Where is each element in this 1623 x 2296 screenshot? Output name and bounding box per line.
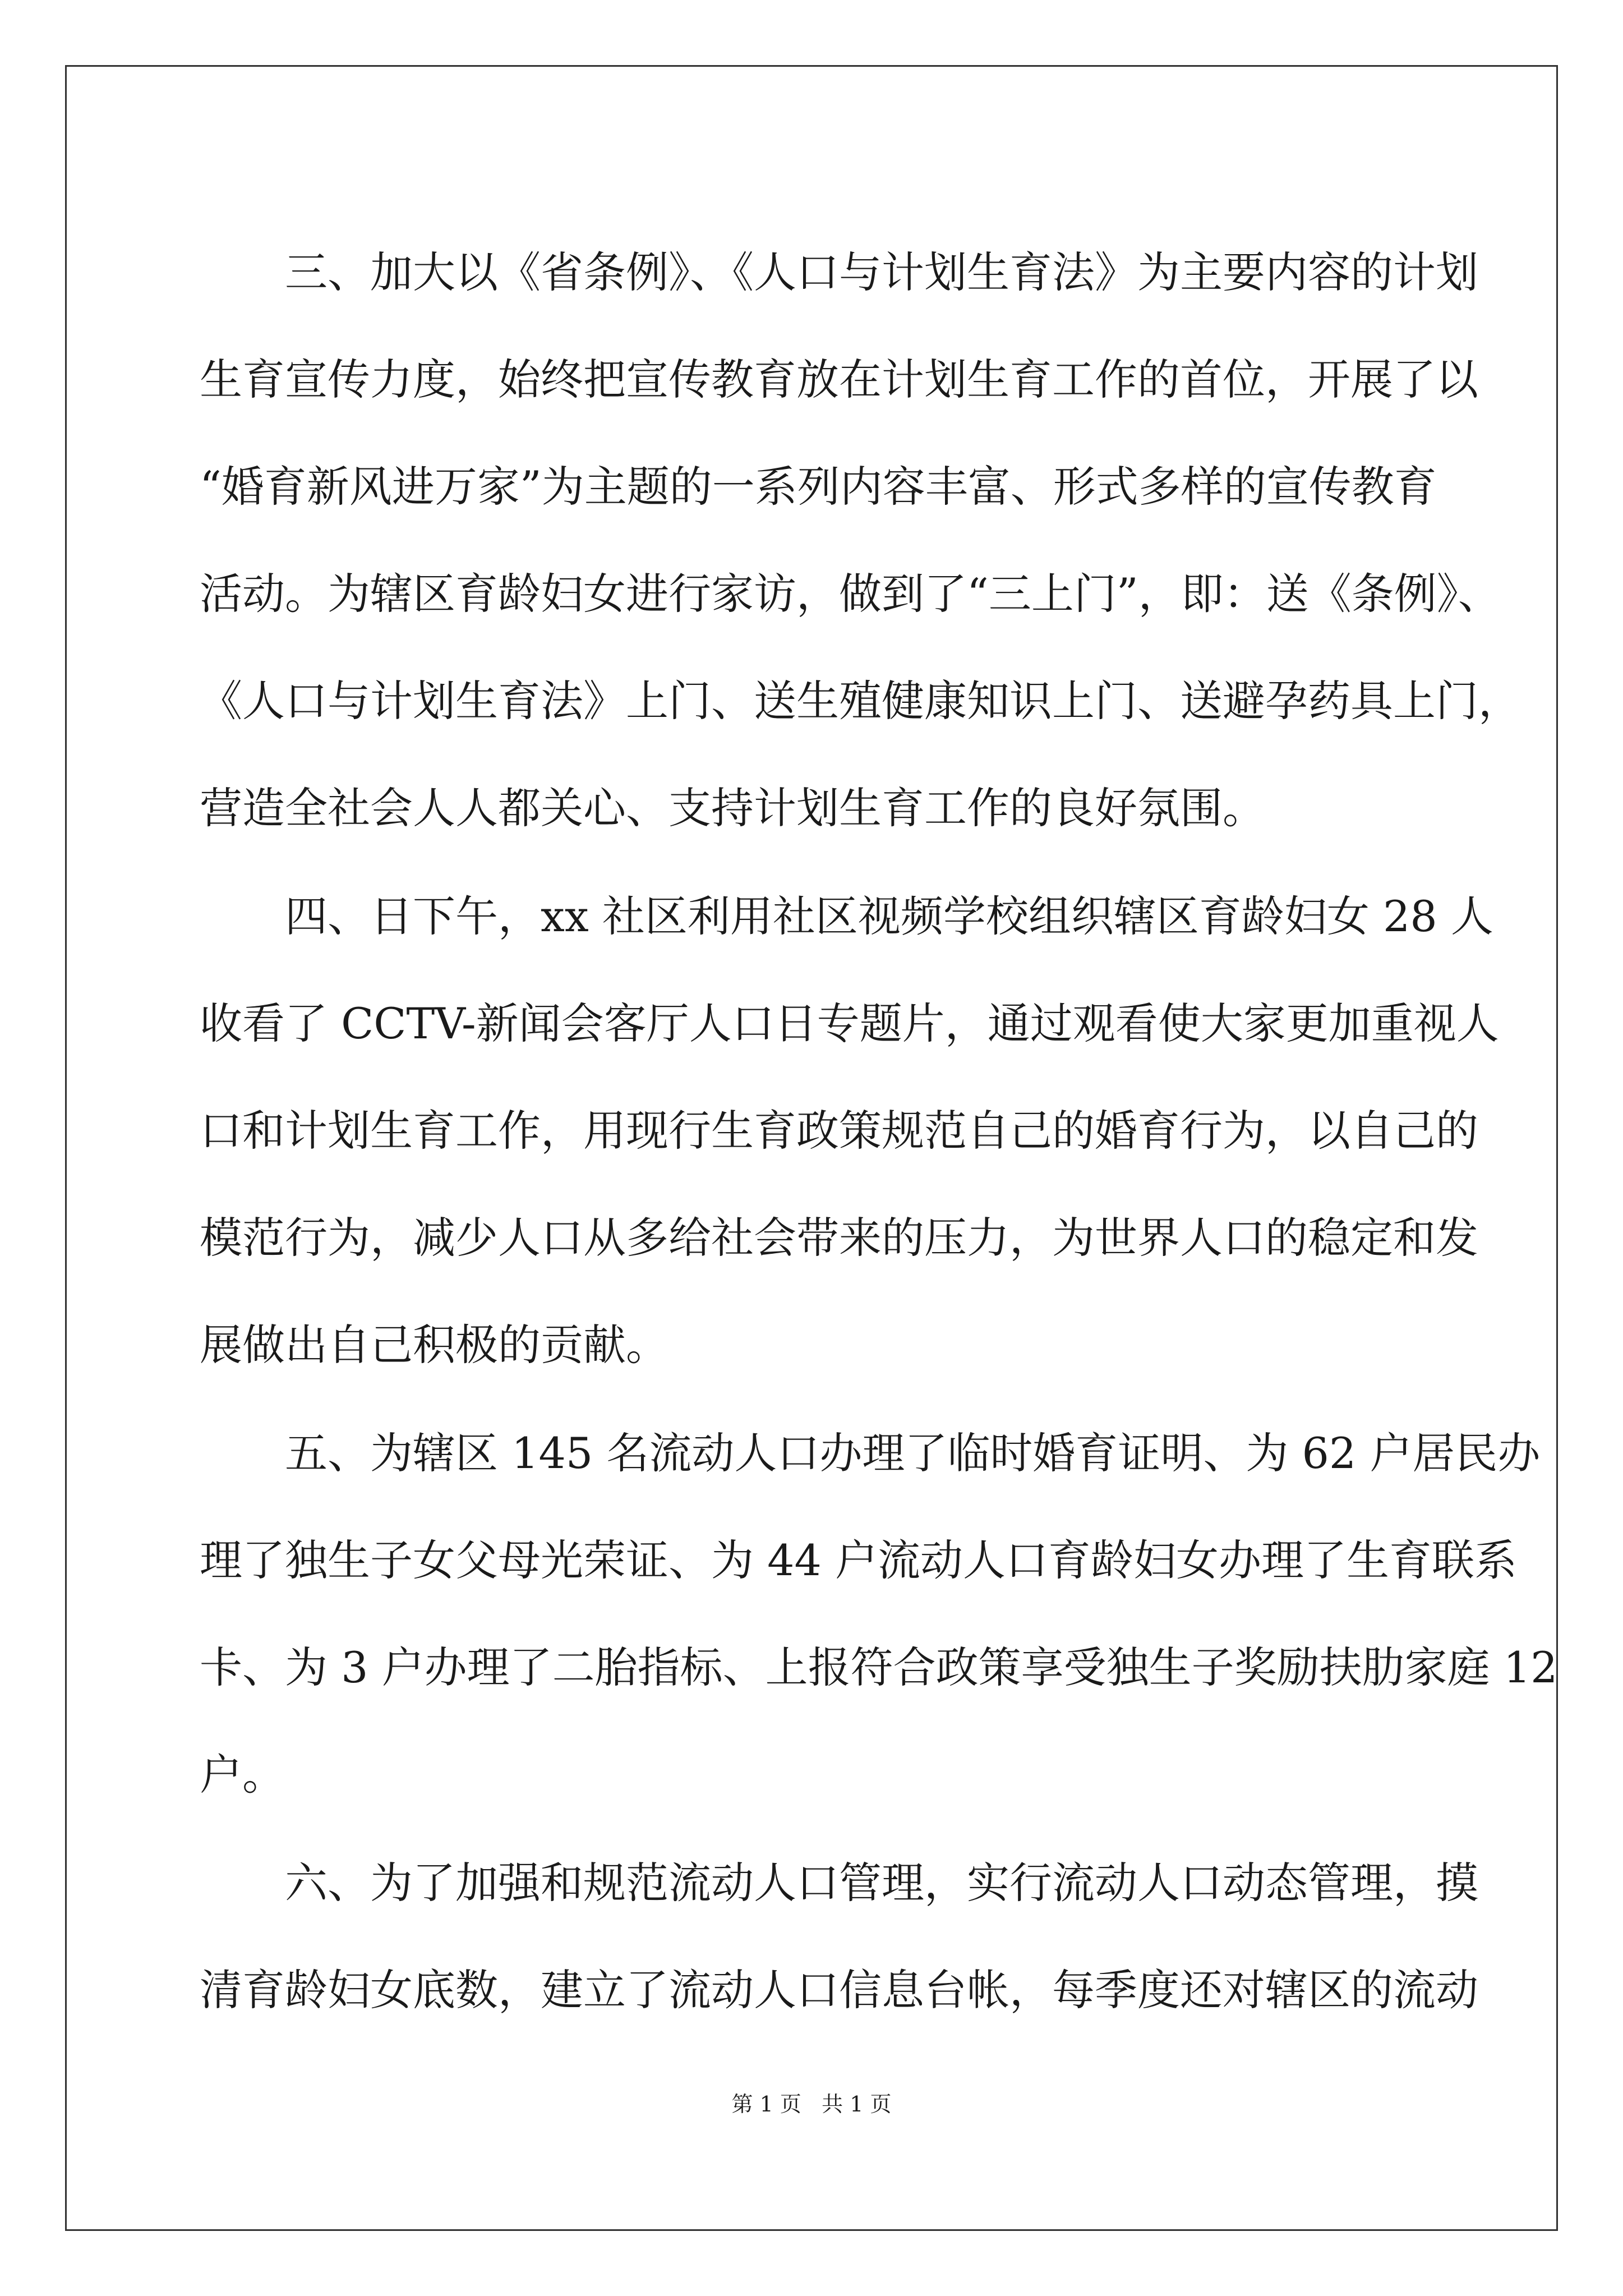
text-line: 三、加大以《省条例》、《人口与计划生育法》为主要内容的计划 bbox=[285, 247, 1478, 297]
paragraph-5 bbox=[200, 1400, 1558, 1828]
text-line: 口和计划生育工作，用现行生育政策规范自己的婚育行为，以自己的 bbox=[200, 1106, 1478, 1156]
text-line: 理了独生子女父母光荣证、为 44 户流动人口育龄妇女办理了生育联系 bbox=[200, 1535, 1518, 1585]
text-line: 收看了 CCTV-新闻会客厅人口日专题片，通过观看使大家更加重视人 bbox=[200, 999, 1499, 1048]
text-line: 四、日下午，xx 社区利用社区视频学校组织辖区育龄妇女 28 人 bbox=[285, 891, 1493, 941]
paragraph-6 bbox=[200, 1829, 1478, 2044]
text-line: 展做出自己积极的贡献。 bbox=[200, 1320, 668, 1370]
page-total: 共 1 页 bbox=[822, 2092, 892, 2116]
text-line: “婚育新风进万家”为主题的一系列内容丰富、形式多样的宣传教育 bbox=[200, 462, 1437, 512]
text-line: 模范行为，减少人口从多给社会带来的压力，为世界人口的稳定和发 bbox=[200, 1213, 1478, 1263]
text-line: 营造全社会人人都关心、支持计划生育工作的良好氛围。 bbox=[200, 783, 1265, 833]
page-number: 第 1 页 bbox=[731, 2092, 801, 2116]
text-line: 卡、为 3 户办理了二胎指标、上报符合政策享受独生子奖励扶肋家庭 12 bbox=[200, 1642, 1558, 1692]
text-line: 五、为辖区 145 名流动人口办理了临时婚育证明、为 62 户居民办 bbox=[285, 1428, 1541, 1478]
text-line: 活动。为辖区育龄妇女进行家访，做到了“三上门”，即：送《条例》、 bbox=[200, 569, 1501, 619]
text-line: 六、为了加强和规范流动人口管理，实行流动人口动态管理，摸 bbox=[285, 1858, 1478, 1908]
paragraph-3 bbox=[200, 219, 1521, 862]
text-line: 户。 bbox=[200, 1750, 285, 1800]
paragraph-4 bbox=[200, 863, 1499, 1398]
page-footer bbox=[0, 2087, 1623, 2118]
text-line: 生育宣传力度，始终把宣传教育放在计划生育工作的首位，开展了以 bbox=[200, 355, 1478, 404]
document-body bbox=[200, 219, 1558, 2045]
text-line: 清育龄妇女底数，建立了流动人口信息台帐，每季度还对辖区的流动 bbox=[200, 1965, 1478, 2015]
text-line: 《人口与计划生育法》上门、送生殖健康知识上门、送避孕药具上门， bbox=[200, 676, 1521, 726]
